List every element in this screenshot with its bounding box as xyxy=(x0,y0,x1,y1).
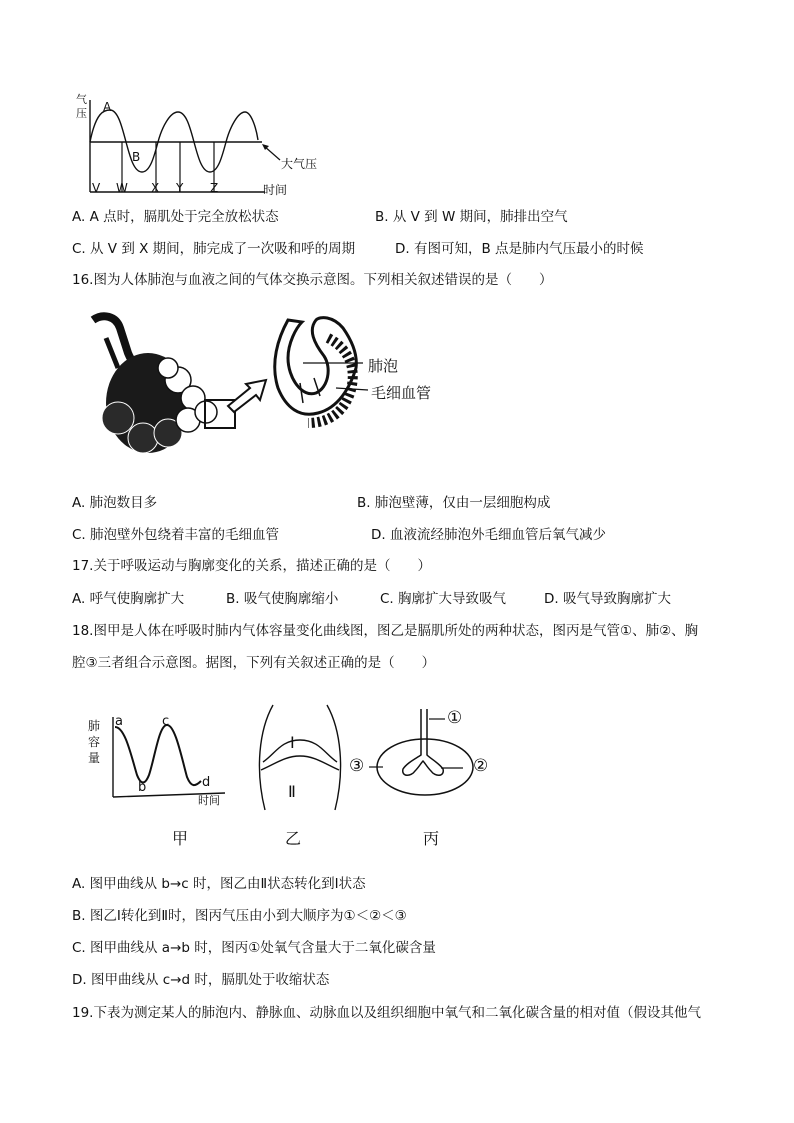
fig15-atm-label: 大气压 xyxy=(281,157,318,171)
q17-option-d: D. 吸气导致胸廓扩大 xyxy=(544,591,671,607)
q18-option-c: C. 图甲曲线从 a→b 时，图丙①处氧气含量大于二氧化碳含量 xyxy=(72,940,436,956)
fig15-x-axis-label: 时间 xyxy=(263,183,288,197)
fig15-tick-y: Y xyxy=(176,181,184,195)
jia-point-b: b xyxy=(138,780,147,795)
q16-stem: 16.图为人体肺泡与血液之间的气体交换示意图。下列相关叙述错误的是（ ） xyxy=(72,272,553,288)
bing-chest-cavity xyxy=(377,739,473,795)
fig15-tick-v: V xyxy=(92,181,101,195)
fig16-vessel xyxy=(106,338,118,368)
fig15-tick-x: X xyxy=(151,181,160,195)
figure-yi-diaphragm xyxy=(245,700,355,815)
jia-point-c: c xyxy=(162,714,170,729)
q16-option-d: D. 血液流经肺泡外毛细血管后氧气减少 xyxy=(371,527,606,543)
bing-label-1: ① xyxy=(447,708,463,728)
q17-option-c: C. 胸廓扩大导致吸气 xyxy=(380,591,507,607)
fig16-alveoli-cluster xyxy=(102,353,217,453)
bing-label-2: ② xyxy=(473,756,489,776)
yi-diaphragm-upper xyxy=(263,740,337,762)
fig15-tick-w: W xyxy=(116,181,128,195)
jia-y-label: 肺容量 xyxy=(88,719,101,765)
yi-label-2: Ⅱ xyxy=(288,782,296,801)
fig15-pressure-curve xyxy=(90,110,258,172)
fig16-label-alveolus: 肺泡 xyxy=(368,357,399,375)
q18-option-d: D. 图甲曲线从 c→d 时，膈肌处于收缩状态 xyxy=(72,972,330,988)
jia-curve xyxy=(115,725,201,785)
fig15-point-b: B xyxy=(132,150,141,164)
fig16-label-capillary: 毛细血管 xyxy=(371,384,432,402)
fig16-big-arrow xyxy=(228,380,266,412)
q15-option-a: A. A 点时，膈肌处于完全放松状态 xyxy=(72,209,279,225)
q18-option-b: B. 图乙Ⅰ转化到Ⅱ时，图丙气压由小到大顺序为①＜②＜③ xyxy=(72,908,407,924)
figure-bing-trachea-lung xyxy=(345,705,505,805)
q18-stem-line1: 18.图甲是人体在呼吸时肺内气体容量变化曲线图，图乙是膈肌所处的两种状态，图丙是气管①、肺②、胸 xyxy=(72,623,699,639)
q19-stem: 19.下表为测定某人的肺泡内、静脉血、动脉血以及组织细胞中氧气和二氧化碳含量的相对值（假设其他气 xyxy=(72,1005,701,1021)
jia-point-a: a xyxy=(115,714,123,729)
yi-diaphragm-lower xyxy=(261,756,339,770)
q16-option-a: A. 肺泡数目多 xyxy=(72,495,158,511)
q18-option-a: A. 图甲曲线从 b→c 时，图乙由Ⅱ状态转化到Ⅰ状态 xyxy=(72,876,366,892)
q15-option-b: B. 从 V 到 W 期间，肺排出空气 xyxy=(375,209,568,225)
yi-label-1: Ⅰ xyxy=(290,733,295,752)
fig15-tick-z: Z xyxy=(210,181,219,195)
yi-left-wall xyxy=(259,705,273,810)
caption-yi: 乙 xyxy=(285,829,302,848)
q15-option-d: D. 有图可知，B 点是肺内气压最小的时候 xyxy=(395,241,644,257)
q17-stem: 17.关于呼吸运动与胸廓变化的关系，描述正确的是（ ） xyxy=(72,558,431,574)
q17-option-b: B. 吸气使胸廓缩小 xyxy=(226,591,339,607)
yi-right-wall xyxy=(327,705,341,810)
caption-jia: 甲 xyxy=(172,829,189,848)
bing-label-3: ③ xyxy=(349,756,365,776)
q17-option-a: A. 呼气使胸廓扩大 xyxy=(72,591,185,607)
jia-point-d: d xyxy=(202,775,211,790)
caption-bing: 丙 xyxy=(423,829,440,848)
q16-option-c: C. 肺泡壁外包绕着丰富的毛细血管 xyxy=(72,527,280,543)
jia-x-label: 时间 xyxy=(198,794,220,807)
q18-stem-line2: 腔③三者组合示意图。据图，下列有关叙述正确的是（ ） xyxy=(72,655,436,671)
fig15-point-a: A xyxy=(103,100,112,114)
fig15-y-axis-label: 气压 xyxy=(76,93,87,120)
q15-option-c: C. 从 V 到 X 期间，肺完成了一次吸和呼的周期 xyxy=(72,241,356,257)
q16-option-b: B. 肺泡壁薄，仅由一层细胞构成 xyxy=(357,495,551,511)
